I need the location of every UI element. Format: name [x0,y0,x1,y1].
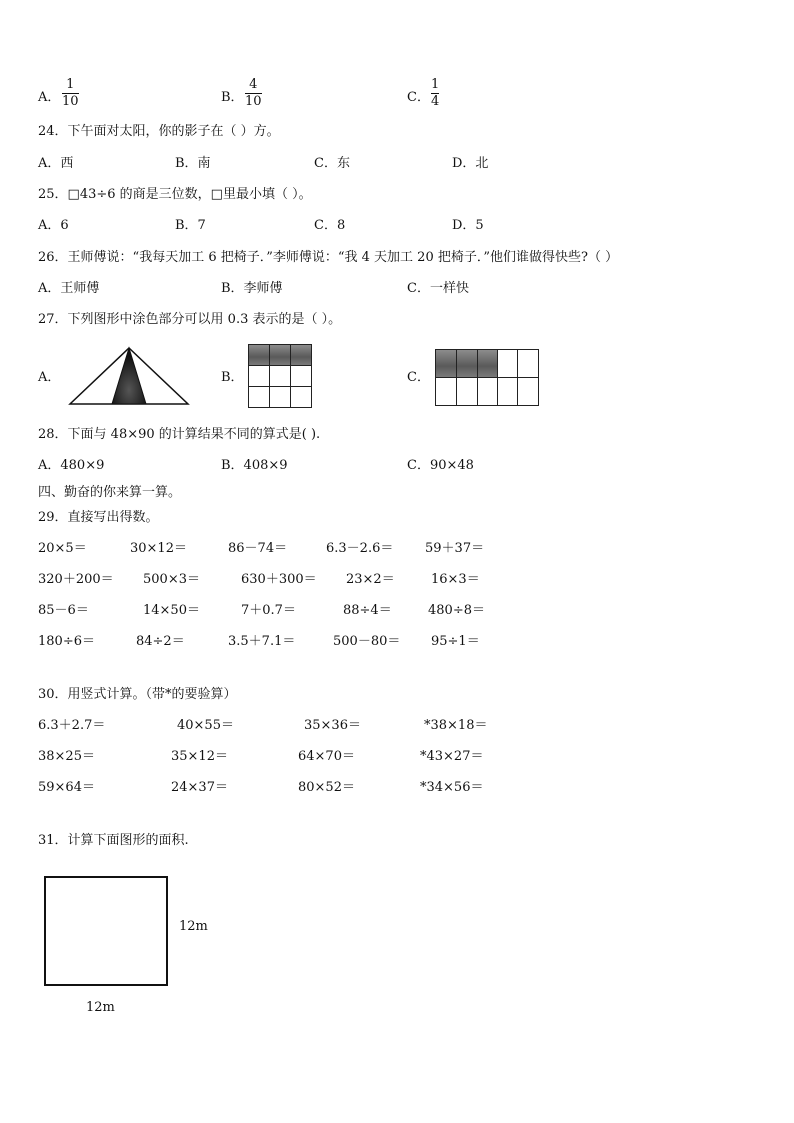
q24-option-c: C．东 [314,156,350,171]
q29-problem: 480÷8＝ [428,603,485,618]
grid-c-cell [517,377,539,406]
q29-problem: 500×3＝ [143,572,200,587]
grid-c-cell [477,377,498,406]
grid-b-cell [269,365,291,387]
q23-c-numerator: 1 [431,77,440,92]
q29-problem: 95÷1＝ [431,634,480,649]
q29-problem: 14×50＝ [143,603,200,618]
q29-stem: 29．直接写出得数。 [38,510,159,525]
q25-option-b: B．7 [175,218,206,233]
q25-option-c: C．8 [314,218,346,233]
q28-option-c: C．90×48 [407,458,474,473]
q30-problem: *43×27＝ [420,749,484,764]
q23-option-a-fraction [62,78,79,109]
q30-problem: *38×18＝ [424,718,488,733]
q23-a-denominator: 10 [62,94,79,109]
q30-problem: 80×52＝ [298,780,355,795]
q28-option-a: A．480×9 [38,458,105,473]
q29-problem: 30×12＝ [130,541,187,556]
q30-problem: 24×37＝ [171,780,228,795]
q29-problem: 84÷2＝ [136,634,185,649]
q25-option-a: A．6 [38,218,69,233]
q29-problem: 500－80＝ [333,634,401,649]
q30-problem: 6.3＋2.7＝ [38,718,106,733]
grid-c-cell [435,377,457,406]
q29-problem: 630＋300＝ [241,572,317,587]
q27-option-c: C． [407,370,430,385]
q24-option-b: B．南 [175,156,211,171]
q30-problem: 64×70＝ [298,749,355,764]
q29-problem: 6.3－2.6＝ [326,541,394,556]
q30-problem: *34×56＝ [420,780,484,795]
square-bottom-label: 12m [86,1000,115,1015]
grid-b-cell [290,365,312,387]
grid-b-cell [248,365,270,387]
q23-c-denominator: 4 [431,94,440,109]
q23-option-b-label: B． [221,90,244,105]
q23-option-b-fraction [245,78,262,109]
q31-stem: 31．计算下面图形的面积. [38,833,189,848]
triangle-figure [68,346,190,406]
square-side-label: 12m [179,919,208,934]
grid-c-cell [517,349,539,378]
q30-problem: 35×36＝ [304,718,361,733]
q26-stem: 26．王师傅说：“我每天加工 6 把椅子．”李师傅说：“我 4 天加工 20 把椅子．”他们谁做得快些?（ ） [38,250,619,265]
grid-c-cell [497,377,518,406]
q30-problem: 38×25＝ [38,749,95,764]
q28-option-b: B．408×9 [221,458,288,473]
grid-b-cell [290,386,312,408]
square-figure [44,876,168,986]
grid-b-cell [248,386,270,408]
q29-problem: 88÷4＝ [343,603,392,618]
q30-problem: 35×12＝ [171,749,228,764]
q23-option-a-label: A． [38,90,61,105]
q23-b-numerator: 4 [249,77,258,92]
q23-option-c-fraction [431,78,439,109]
grid-b-cell-shaded [269,344,291,366]
q29-problem: 23×2＝ [346,572,395,587]
section-four-title: 四、勤奋的你来算一算。 [38,485,182,500]
q23-b-denominator: 10 [245,94,262,109]
q25-stem: 25．□43÷6 的商是三位数，□里最小填（ ）。 [38,187,312,202]
q24-stem: 24．下午面对太阳，你的影子在（ ）方。 [38,124,280,139]
grid-b-cell-shaded [248,344,270,366]
q27-option-b: B． [221,370,244,385]
grid-c-cell-shaded [456,349,478,378]
q28-stem: 28．下面与 48×90 的计算结果不同的算式是( ). [38,427,321,442]
q30-problem: 40×55＝ [177,718,234,733]
q26-option-c: C．一样快 [407,281,469,296]
grid-c-cell-shaded [435,349,457,378]
q24-option-d: D．北 [452,156,489,171]
grid-c-cell [456,377,478,406]
q30-problem: 59×64＝ [38,780,95,795]
q26-option-b: B．李师傅 [221,281,283,296]
q27-option-a: A． [38,370,61,385]
q29-problem: 3.5＋7.1＝ [228,634,296,649]
q23-option-c-label: C． [407,90,430,105]
q26-option-a: A．王师傅 [38,281,100,296]
grid-b-cell-shaded [290,344,312,366]
grid-b-cell [269,386,291,408]
q29-problem: 16×3＝ [431,572,480,587]
q29-problem: 7＋0.7＝ [241,603,296,618]
q30-stem: 30．用竖式计算。（带*的要验算） [38,687,237,702]
q29-problem: 320＋200＝ [38,572,114,587]
q25-option-d: D．5 [452,218,484,233]
grid-c-cell [497,349,518,378]
q29-problem: 180÷6＝ [38,634,95,649]
q27-stem: 27．下列图形中涂色部分可以用 0.3 表示的是（ ）。 [38,312,342,327]
q29-problem: 86－74＝ [228,541,288,556]
grid-c-cell-shaded [477,349,498,378]
q29-problem: 20×5＝ [38,541,87,556]
q29-problem: 85－6＝ [38,603,89,618]
q24-option-a: A．西 [38,156,74,171]
q23-a-numerator: 1 [66,77,75,92]
q29-problem: 59＋37＝ [425,541,485,556]
